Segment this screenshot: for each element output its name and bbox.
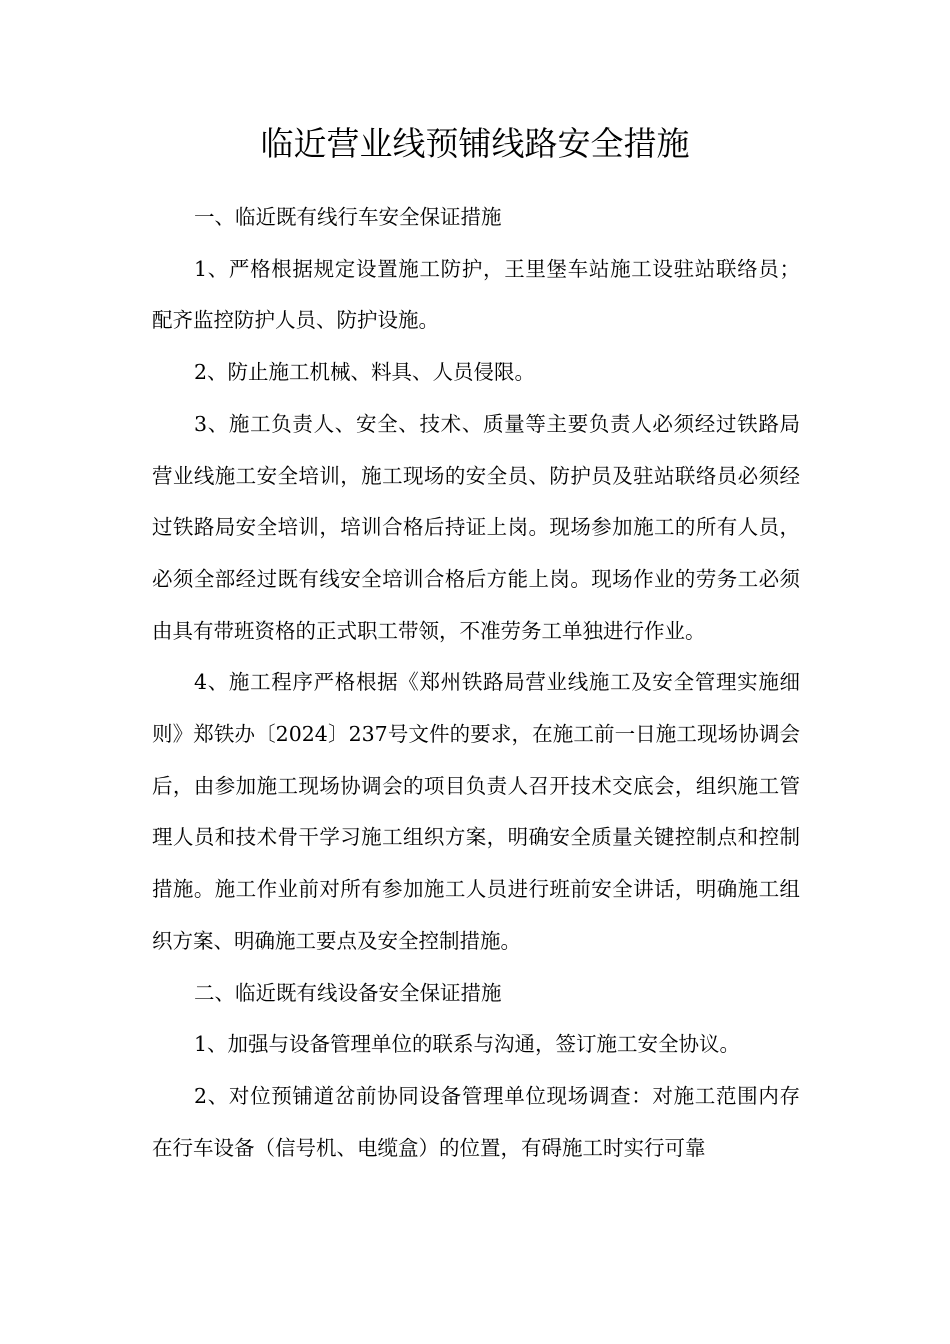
paragraph: 4、施工程序严格根据《郑州铁路局营业线施工及安全管理实施细则》郑铁办〔2024〕237号文件的要求，在施工前一日施工现场协调会后，由参加施工现场协调会的项目负责人召开技术交底会，组织施工管理人员和技术骨干学习施工组织方案，明确安全质量关键控制点和控制措施。施工作业前对所有参加施工人员进行班前安全讲话，明确施工组织方案、明确施工要点及安全控制措施。 (152, 670, 800, 953)
paragraph: 2、对位预铺道岔前协同设备管理单位现场调查：对施工范围内存在行车设备（信号机、电缆盒）的位置，有碍施工时实行可靠 (152, 1083, 800, 1160)
paragraph: 3、施工负责人、安全、技术、质量等主要负责人必须经过铁路局营业线施工安全培训，施工现场的安全员、防护员及驻站联络员必须经过铁路局安全培训，培训合格后持证上岗。现场参加施工的所有人员，必须全部经过既有线安全培训合格后方能上岗。现场作业的劳务工必须由具有带班资格的正式职工带领，不准劳务工单独进行作业。 (152, 411, 800, 643)
document-title: 临近营业线预铺线路安全措施 (260, 124, 690, 163)
section-heading-1: 一、临近既有线行车安全保证措施 (194, 205, 502, 229)
paragraph: 2、防止施工机械、料具、人员侵限。 (194, 360, 536, 385)
paragraph: 1、严格根据规定设置施工防护，王里堡车站施工设驻站联络员；配齐监控防护人员、防护设施。 (152, 256, 800, 333)
section-heading-2: 二、临近既有线设备安全保证措施 (194, 980, 502, 1005)
document-body (152, 192, 800, 1174)
paragraph: 1、加强与设备管理单位的联系与沟通，签订施工安全协议。 (194, 1032, 741, 1057)
